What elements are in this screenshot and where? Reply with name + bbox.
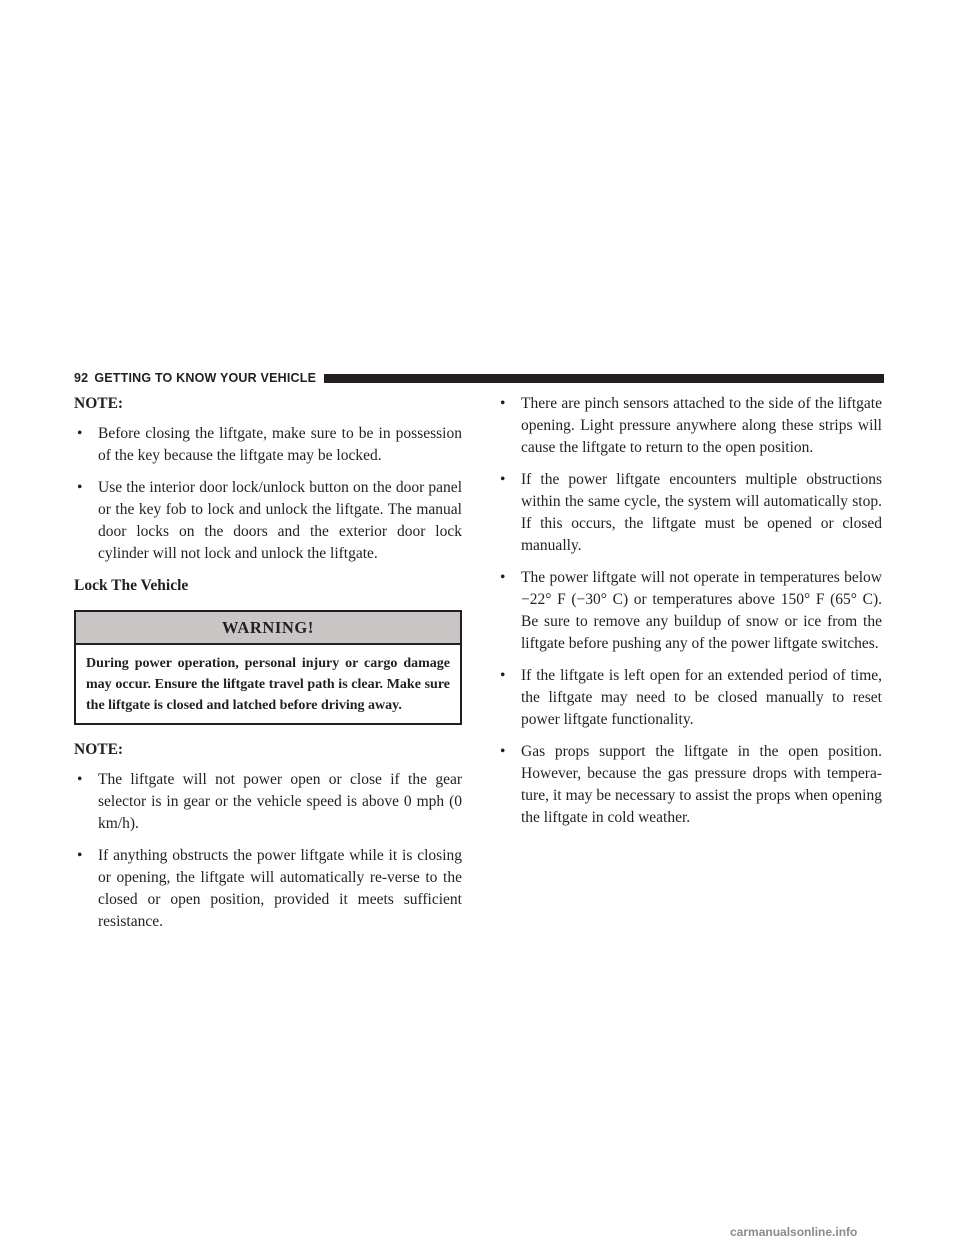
list-item-text: The power liftgate will not operate in temperatures below −22° F (−30° C) or temperatures above 150° F (65° C). Be sure to remove any buildup of snow or ice from the liftgate before pushing any of the power liftgate switches. xyxy=(521,569,882,652)
bullet-icon: • xyxy=(500,743,506,760)
list-item-text: There are pinch sensors attached to the side of the liftgate opening. Light pressure anywhere along these strips will cause the liftgate to return to the open position. xyxy=(521,395,882,456)
bullet-icon: • xyxy=(500,395,506,412)
list-item xyxy=(74,477,462,565)
warning-body: During power operation, personal injury or cargo damage may occur. Ensure the liftgate travel path is clear. Make sure the liftgate is closed and latched before driving away. xyxy=(86,656,450,713)
right-column xyxy=(497,393,882,839)
list-item xyxy=(497,567,882,655)
bullet-icon: • xyxy=(500,471,506,488)
list-item xyxy=(497,665,882,731)
list-item xyxy=(74,769,462,835)
subheading-lock-the-vehicle: Lock The Vehicle xyxy=(74,577,189,594)
note-label: NOTE: xyxy=(74,741,124,758)
list-item xyxy=(74,845,462,933)
page-header xyxy=(74,371,884,385)
list-item-text: Use the interior door lock/unlock button on the door panel or the key fob to lock and unlock the liftgate. The manual door locks on the doors and the exterior door lock cylinder will not lock and unlock the liftgate. xyxy=(98,479,462,562)
list-item-text: If the power liftgate encounters multiple obstructions within the same cycle, the system will automatically stop. If this occurs, the liftgate must be opened or closed manually. xyxy=(521,471,882,554)
list-item xyxy=(497,469,882,557)
list-item xyxy=(74,423,462,467)
section-title: GETTING TO KNOW YOUR VEHICLE xyxy=(94,371,317,385)
bullet-icon: • xyxy=(77,847,83,864)
list-item-text: If anything obstructs the power liftgate while it is closing or opening, the liftgate will automatically re-verse to the closed or open position, provided it meets sufficient resistance. xyxy=(98,847,462,930)
header-rule xyxy=(324,374,884,383)
warning-title: WARNING! xyxy=(76,612,460,645)
watermark: carmanualsonline.info xyxy=(730,1225,858,1239)
list-item xyxy=(497,393,882,459)
list-item-text: Gas props support the liftgate in the open position. However, because the gas pressure drops with tempera-ture, it may be necessary to assist the props when opening the liftgate in cold weather. xyxy=(521,743,882,826)
bullet-icon: • xyxy=(77,771,83,788)
warning-box xyxy=(74,610,462,725)
page-number: 92 xyxy=(74,371,89,385)
list-item-text: Before closing the liftgate, make sure to be in possession of the key because the liftgate may be locked. xyxy=(98,425,462,464)
list-item-text: If the liftgate is left open for an extended period of time, the liftgate may need to be closed manually to reset power liftgate functionality. xyxy=(521,667,882,728)
list-item xyxy=(497,741,882,829)
bullet-icon: • xyxy=(500,667,506,684)
list-item-text: The liftgate will not power open or close if the gear selector is in gear or the vehicle speed is above 0 mph (0 km/h). xyxy=(98,771,462,832)
note-label: NOTE: xyxy=(74,395,124,412)
bullet-icon: • xyxy=(77,425,83,442)
bullet-icon: • xyxy=(500,569,506,586)
bullet-icon: • xyxy=(77,479,83,496)
left-column xyxy=(74,393,462,943)
